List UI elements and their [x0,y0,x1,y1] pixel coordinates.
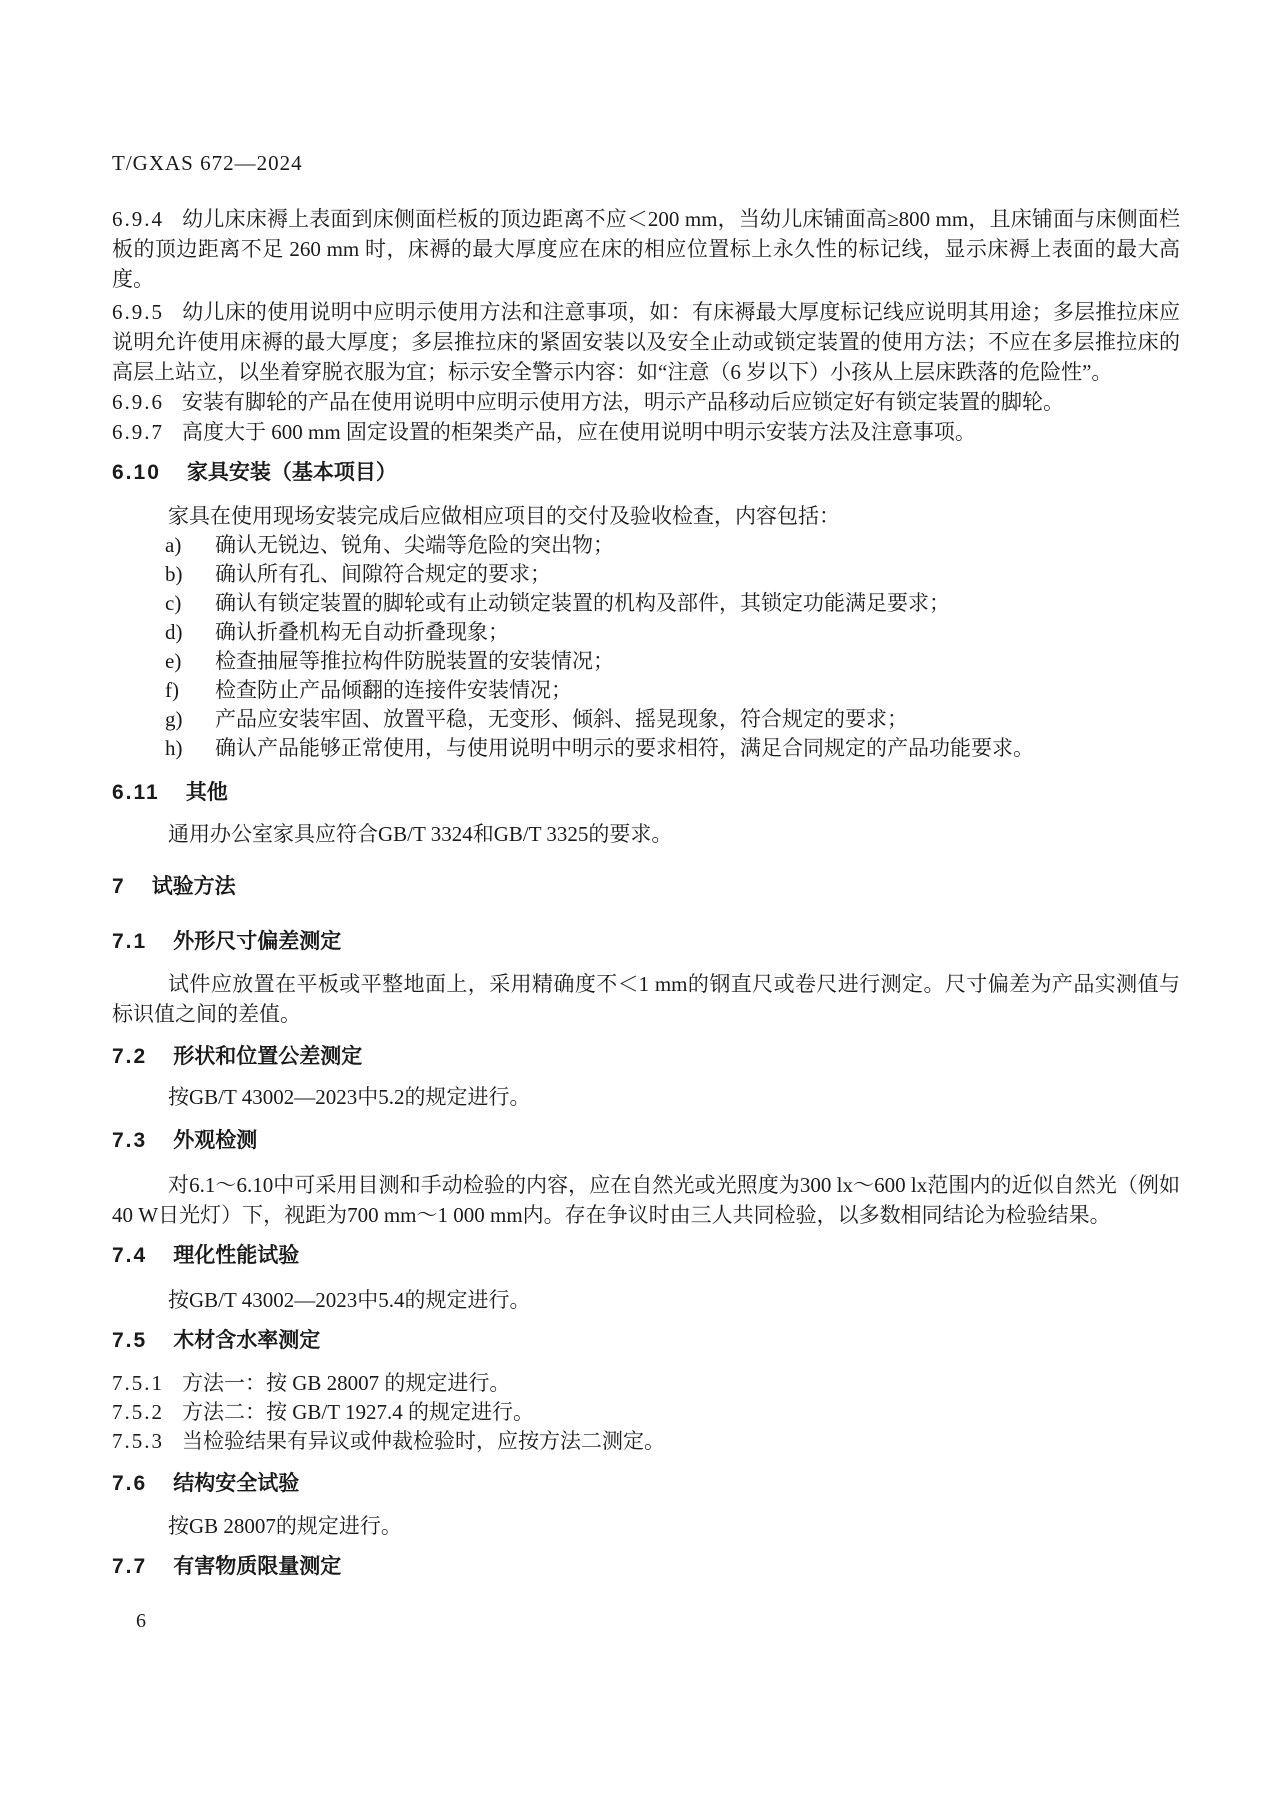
list-marker: g) [165,707,183,731]
heading-number: 7 [112,875,126,898]
heading-number: 7.5 [112,1329,148,1352]
heading-6-11 [112,779,1180,807]
list-item-text: 产品应安装牢固、放置平稳，无变形、倾斜、摇晃现象，符合规定的要求； [215,707,908,731]
heading-7-2 [112,1043,1180,1071]
heading-number: 7.6 [112,1472,148,1495]
clause-6-9-7 [112,417,1180,447]
heading-7-7 [112,1553,1180,1581]
paragraph-7-4: 按GB/T 43002—2023中5.4的规定进行。 [168,1288,531,1312]
clause-text: 高度大于 600 mm 固定设置的柜架类产品，应在使用说明中明示安装方法及注意事项。 [182,420,976,444]
heading-number: 7.2 [112,1045,148,1068]
page-content [112,0,1180,1633]
clause-text: 安装有脚轮的产品在使用说明中应明示使用方法，明示产品移动后应锁定好有锁定装置的脚轮。 [182,390,1064,414]
list-item-text: 确认所有孔、间隙符合规定的要求； [215,562,551,586]
paragraph-6-10-intro: 家具在使用现场安装完成后应做相应项目的交付及验收检查，内容包括： [168,504,840,528]
clause-6-9-4 [112,204,1180,294]
clause-7-5-2 [112,1398,1180,1427]
clause-7-5-1 [112,1369,1180,1398]
list-marker: e) [165,649,182,673]
heading-number: 6.11 [112,781,160,804]
clause-text: 幼儿床床褥上表面到床侧面栏板的顶边距离不应＜200 mm，当幼儿床铺面高≥800 mm，且床铺面与床侧面栏板的顶边距离不足 260 mm 时，床褥的最大厚度应在床的相应位置标上永久性的标记线，显示床褥上表面的最大高度。 [112,207,1180,291]
heading-number: 6.10 [112,461,161,484]
clause-text: 当检验结果有异议或仲裁检验时，应按方法二测定。 [182,1429,665,1453]
heading-title: 家具安装（基本项目） [186,461,397,484]
list-item-a [112,531,1180,560]
list-item-c [112,589,1180,618]
list-item-text: 确认产品能够正常使用，与使用说明中明示的要求相符，满足合同规定的产品功能要求。 [215,736,1034,760]
paragraph-7-2: 按GB/T 43002—2023中5.2的规定进行。 [168,1085,531,1109]
clause-number: 6.9.4 [112,207,164,231]
clause-text: 方法一：按 GB 28007 的规定进行。 [182,1371,511,1395]
list-item-f [112,676,1180,705]
heading-number: 7.7 [112,1555,148,1578]
clause-number: 6.9.7 [112,420,164,444]
clause-number: 7.5.1 [112,1371,164,1395]
heading-title: 试验方法 [151,875,236,898]
heading-title: 木材含水率测定 [173,1329,321,1352]
list-item-e [112,647,1180,676]
heading-7 [112,873,1180,901]
list-marker: d) [165,620,183,644]
list-item-b [112,560,1180,589]
document-code: T/GXAS 672—2024 [112,151,303,175]
clause-7-5-3 [112,1427,1180,1456]
paragraph-6-11: 通用办公室家具应符合GB/T 3324和GB/T 3325的要求。 [168,822,673,846]
clause-number: 6.9.6 [112,390,164,414]
paragraph-7-1: 试件应放置在平板或平整地面上，采用精确度不＜1 mm的钢直尺或卷尺进行测定。尺寸偏差为产品实测值与标识值之间的差值。 [112,972,1180,1026]
clause-6-9-5 [112,297,1180,387]
clause-number: 7.5.3 [112,1429,164,1453]
heading-number: 7.3 [112,1129,148,1152]
list-marker: b) [165,562,183,586]
heading-number: 7.1 [112,930,148,953]
list-item-d [112,618,1180,647]
heading-title: 结构安全试验 [173,1472,300,1495]
heading-title: 外形尺寸偏差测定 [173,930,342,953]
clause-text: 幼儿床的使用说明中应明示使用方法和注意事项，如：有床褥最大厚度标记线应说明其用途；多层推拉床应说明允许使用床褥的最大厚度；多层推拉床的紧固安装以及安全止动或锁定装置的使用方法；不应在多层推拉床的高层上站立，以坐着穿脱衣服为宜；标示安全警示内容：如“注意（6 岁以下）小孩从上层床跌落的危险性”。 [112,300,1180,384]
heading-title: 其他 [185,781,228,804]
clause-text: 方法二：按 GB/T 1927.4 的规定进行。 [182,1400,534,1424]
heading-7-6 [112,1470,1180,1498]
heading-number: 7.4 [112,1244,148,1267]
list-item-text: 检查防止产品倾翻的连接件安装情况； [215,678,572,702]
list-item-text: 确认有锁定装置的脚轮或有止动锁定装置的机构及部件，其锁定功能满足要求； [215,591,950,615]
heading-7-3 [112,1127,1180,1155]
paragraph-7-3: 对6.1～6.10中可采用目测和手动检验的内容，应在自然光或光照度为300 lx～600 lx范围内的近似自然光（例如40 W日光灯）下，视距为700 mm～1 000 mm内。存在争议时由三人共同检验，以多数相同结论为检验结果。 [112,1173,1180,1227]
list-marker: c) [165,591,182,615]
heading-7-4 [112,1242,1180,1270]
paragraph-7-6: 按GB 28007的规定进行。 [168,1514,402,1538]
heading-title: 有害物质限量测定 [173,1555,342,1578]
heading-6-10 [112,459,1180,487]
clause-6-9-6 [112,387,1180,417]
heading-title: 外观检测 [173,1129,258,1152]
clause-number: 7.5.2 [112,1400,164,1424]
clause-number: 6.9.5 [112,300,164,324]
page-footer-number: 6 [136,1610,146,1632]
list-marker: h) [165,736,183,760]
list-item-text: 确认无锐边、锐角、尖端等危险的突出物； [215,533,614,557]
heading-title: 形状和位置公差测定 [173,1045,363,1068]
list-marker: f) [165,678,179,702]
list-6-10 [112,531,1180,763]
list-item-text: 检查抽屉等推拉构件防脱装置的安装情况； [215,649,614,673]
list-item-g [112,705,1180,734]
heading-title: 理化性能试验 [173,1244,300,1267]
heading-7-1 [112,928,1180,956]
list-item-h [112,734,1180,763]
heading-7-5 [112,1327,1180,1355]
list-item-text: 确认折叠机构无自动折叠现象； [215,620,509,644]
list-marker: a) [165,533,182,557]
